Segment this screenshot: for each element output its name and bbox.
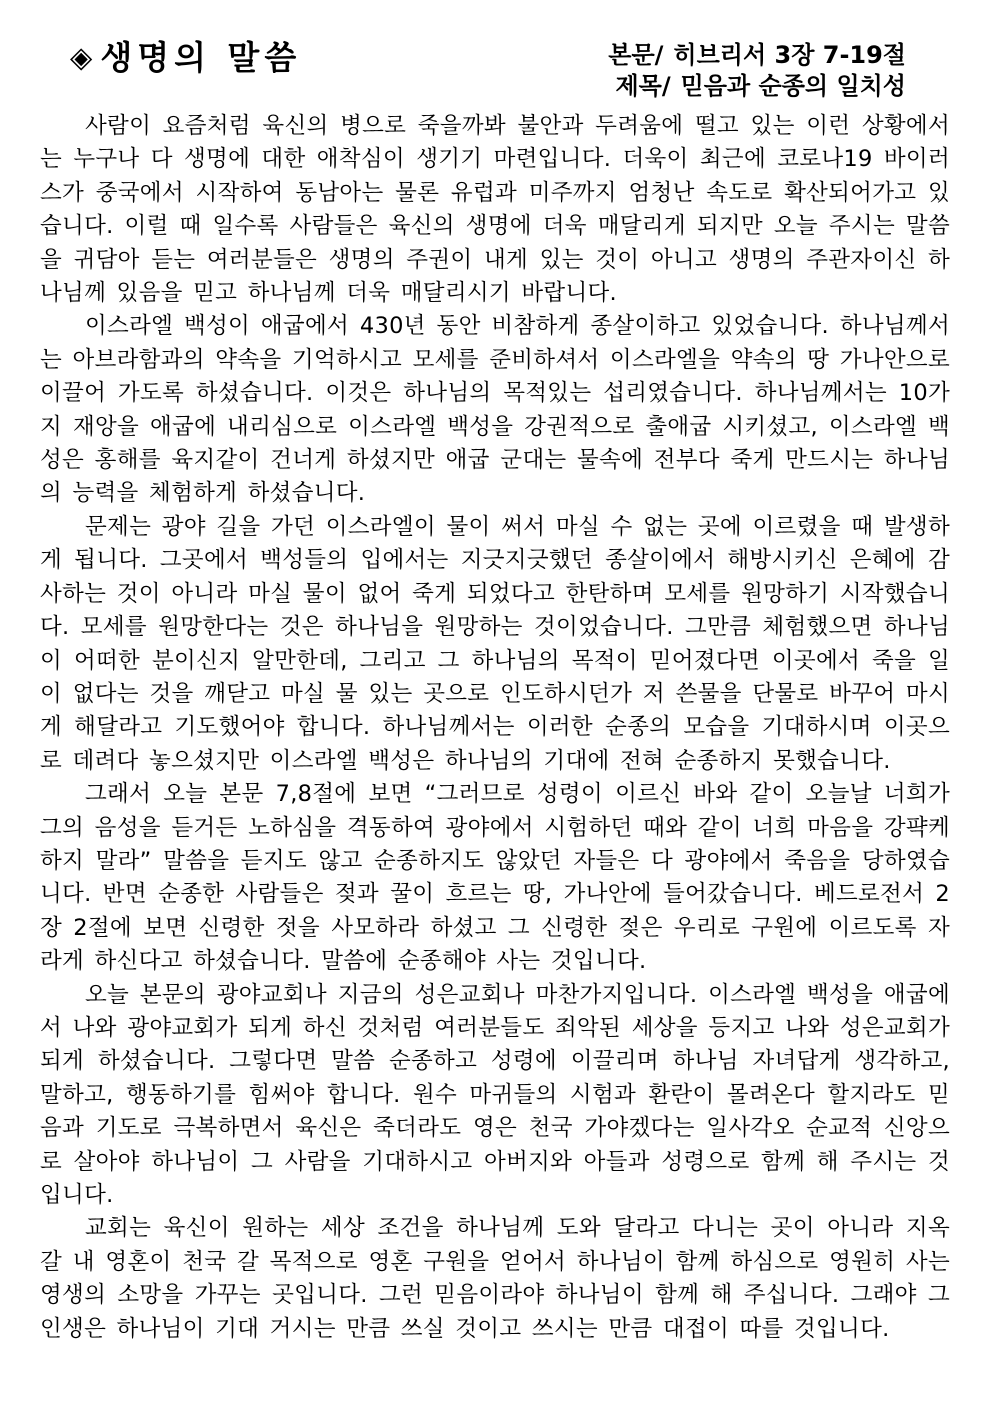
- scripture-reference-line: [608, 40, 906, 71]
- paragraph-scripture-quote-obedience: 그래서 오늘 본문 7,8절에 보면 “그러므로 성령이 이르신 바와 같이 오늘날 너희가 그의 음성을 듣거든 노하심을 격동하여 광야에서 시험하던 때와 같이 너희 마음을 강퍅케 하지 말라” 말씀을 듣지도 않고 순종하지도 않았던 자들은 다 광야에서 죽음을 당하였습니다. 반면 순종한 사람들은 젖과 꿀이 흐르는 땅, 가나안에 들어갔습니다. 베드로전서 2장 2절에 보면 신령한 젓을 사모하라 하셨고 그 신령한 젖은 우리로 구원에 이르도록 자라게 하신다고 하셨습니다. 말씀에 순종해야 사는 것입니다.: [40, 781, 950, 975]
- document-header: [40, 34, 950, 102]
- sermon-title-label: 제목/: [615, 72, 671, 100]
- paragraph-intro-life-attachment: 사람이 요즘처럼 육신의 병으로 죽을까봐 불안과 두려움에 떨고 있는 이런 상황에서는 누구나 다 생명에 대한 애착심이 생기기 마련입니다. 더욱이 최근에 코로나19 바이러스가 중국에서 시작하여 동남아는 물론 유럽과 미주까지 엄청난 속도로 확산되어가고 있습니다. 이럴 때 일수록 사람들은 육신의 생명에 더욱 매달리게 되지만 오늘 주시는 말씀을 귀담아 듣는 여러분들은 생명의 주권이 내게 있는 것이 아니고 생명의 주관자이신 하나님께 있음을 믿고 하나님께 더욱 매달리시기 바랍니다.: [40, 113, 950, 307]
- sermon-body: [40, 110, 950, 1346]
- scripture-label: 본문/: [608, 41, 664, 69]
- reference-block: [608, 40, 906, 102]
- scripture-text: 히브리서 3장 7-19절: [673, 41, 906, 69]
- paragraph-wilderness-church-today: 오늘 본문의 광야교회나 지금의 성은교회나 마찬가지입니다. 이스라엘 백성을 애굽에서 나와 광야교회가 되게 하신 것처럼 여러분들도 죄악된 세상을 등지고 나와 성은교회가 되게 하셨습니다. 그렇다면 말씀 순종하고 성령에 이끌리며 하나님 자녀답게 생각하고, 말하고, 행동하기를 힘써야 합니다. 원수 마귀들의 시험과 환란이 몰려온다 할지라도 믿음과 기도로 극복하면서 육신은 죽더라도 영은 천국 가야겠다는 일사각오 순교적 신앙으로 살아야 하나님이 그 사람을 기대하시고 아버지와 아들과 성령으로 함께 해 주시는 것입니다.: [40, 981, 950, 1208]
- paragraph-wilderness-bitter-water: 문제는 광야 길을 가던 이스라엘이 물이 써서 마실 수 없는 곳에 이르렸을 때 발생하게 됩니다. 그곳에서 백성들의 입에서는 지긋지긋했던 종살이에서 해방시키신 은혜에 감사하는 것이 아니라 마실 물이 없어 죽게 되었다고 한탄하며 모세를 원망하기 시작했습니다. 모세를 원망한다는 것은 하나님을 원망하는 것이었습니다. 그만큼 체험했으면 하나님이 어떠한 분이신지 알만한데, 그리고 그 하나님의 목적이 믿어졌다면 이곳에서 죽을 일이 없다는 것을 깨닫고 마실 물 있는 곳으로 인도하시던가 저 쓴물을 단물로 바꾸어 마시게 해달라고 기도했어야 합니다. 하나님께서는 이러한 순종의 모습을 기대하시며 이곳으로 데려다 놓으셨지만 이스라엘 백성은 하나님의 기대에 전혀 순종하지 못했습니다.: [40, 513, 950, 774]
- page-title-text: 생명의 말씀: [100, 38, 302, 77]
- diamond-bullet-icon: ◈: [70, 40, 93, 74]
- sermon-title-line: [608, 71, 906, 102]
- paragraph-israel-egypt-exodus: 이스라엘 백성이 애굽에서 430년 동안 비참하게 종살이하고 있었습니다. 하나님께서는 아브라함과의 약속을 기억하시고 모세를 준비하셔서 이스라엘을 약속의 땅 가나안으로 이끌어 가도록 하셨습니다. 이것은 하나님의 목적있는 섭리였습니다. 하나님께서는 10가지 재앙을 애굽에 내리심으로 이스라엘 백성을 강권적으로 출애굽 시키셨고, 이스라엘 백성은 홍해를 육지같이 건너게 하셨지만 애굽 군대는 물속에 전부다 죽게 만드시는 하나님의 능력을 체험하게 하셨습니다.: [40, 313, 950, 507]
- paragraph-church-purpose-conclusion: 교회는 육신이 원하는 세상 조건을 하나님께 도와 달라고 다니는 곳이 아니라 지옥 갈 내 영혼이 천국 갈 목적으로 영혼 구원을 얻어서 하나님이 함께 하심으로 영원히 사는 영생의 소망을 가꾸는 곳입니다. 그런 믿음이라야 하나님이 함께 해 주십니다. 그래야 그 인생은 하나님이 기대 거시는 만큼 쓰실 것이고 쓰시는 만큼 대접이 따를 것입니다.: [40, 1215, 950, 1342]
- page-title: [70, 40, 301, 76]
- sermon-title-text: 믿음과 순종의 일치성: [680, 72, 906, 100]
